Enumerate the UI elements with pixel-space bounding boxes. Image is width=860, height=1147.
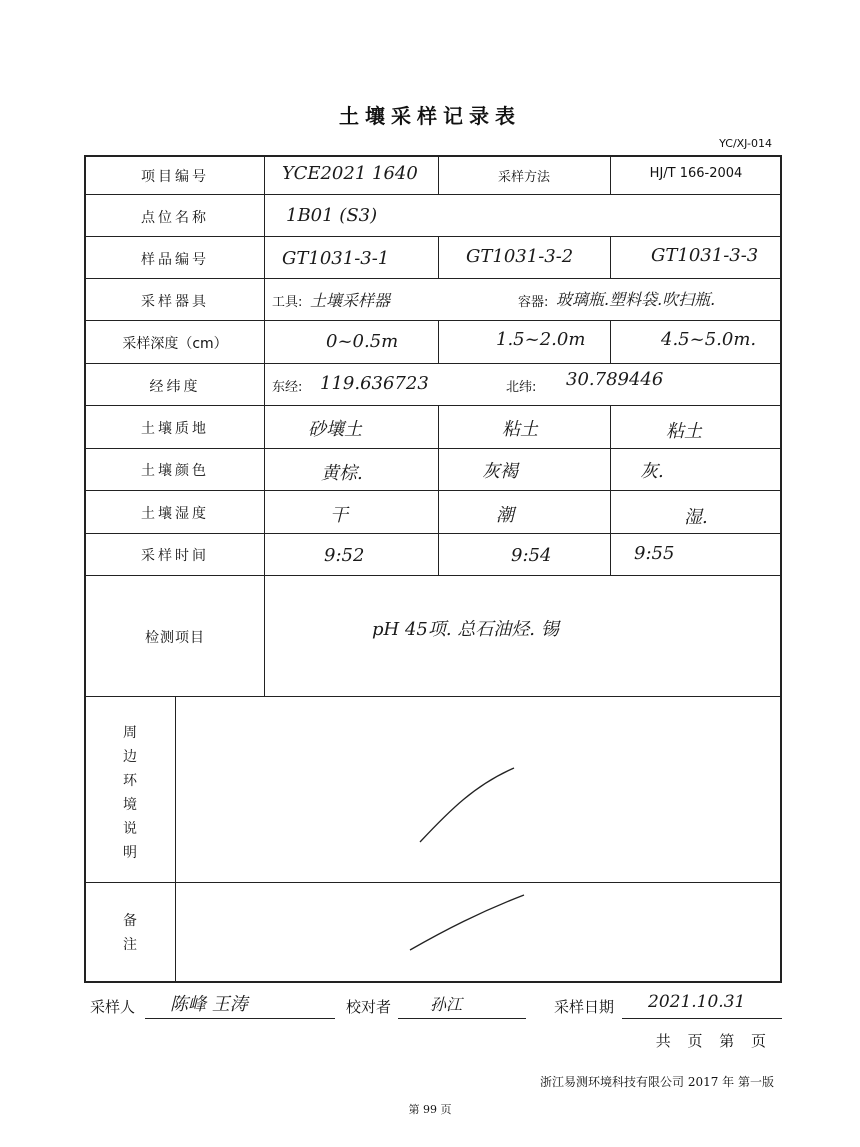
depth-1: 0~0.5m: [326, 331, 399, 352]
company-edition: 浙江易测环境科技有限公司 2017 年 第一版: [540, 1075, 774, 1089]
sampling-method-value: HJ/T 166-2004: [649, 166, 743, 181]
sampler-value: 陈峰 王涛: [170, 994, 248, 1015]
texture-1: 砂壤土: [308, 419, 362, 440]
label-texture: 土壤质地: [141, 421, 209, 437]
east-value: 119.636723: [320, 373, 429, 394]
texture-2: 粘土: [502, 419, 538, 440]
label-depth: 采样深度（cm）: [122, 336, 228, 352]
label-time: 采样时间: [141, 548, 209, 564]
project-no-value: YCE2021 1640: [282, 163, 418, 184]
checker-value: 孙江: [430, 995, 463, 1014]
sampling-method-label: 采样方法: [497, 170, 550, 185]
label-detect: 检测项目: [145, 630, 205, 646]
sample-date-label: 采样日期: [554, 998, 615, 1016]
page-number: 第 99 页: [408, 1103, 452, 1116]
page-count: 共 页 第 页: [655, 1032, 772, 1050]
label-point-name: 点位名称: [141, 210, 209, 226]
moisture-1: 干: [330, 505, 348, 526]
label-color: 土壤颜色: [141, 463, 209, 479]
time-2: 9:54: [511, 545, 552, 566]
label-project-no: 项目编号: [141, 169, 209, 185]
container-label: 容器:: [518, 295, 549, 310]
sample-date-value: 2021.10.31: [648, 992, 746, 1012]
container-value: 玻璃瓶.塑料袋.吹扫瓶.: [556, 290, 716, 309]
depth-2: 1.5~2.0m: [496, 329, 586, 350]
tool-label: 工具:: [272, 295, 303, 310]
time-3: 9:55: [634, 543, 675, 564]
point-name-value: 1B01 (S3): [286, 205, 378, 226]
color-3: 灰.: [640, 461, 664, 482]
texture-3: 粘土: [666, 421, 702, 442]
time-1: 9:52: [324, 545, 365, 566]
form-code: YC/XJ-014: [719, 137, 772, 150]
label-surroundings: 周 边 环 境 说 明: [123, 725, 137, 861]
moisture-2: 潮: [496, 505, 514, 526]
label-remarks: 备 注: [123, 913, 137, 953]
form-title: 土壤采样记录表: [339, 104, 521, 128]
color-1: 黄棕.: [321, 463, 363, 484]
sample-no-1: GT1031-3-1: [282, 248, 390, 269]
checker-label: 校对者: [346, 998, 392, 1016]
north-value: 30.789446: [566, 369, 664, 390]
label-moisture: 土壤湿度: [141, 506, 209, 522]
sample-no-2: GT1031-3-2: [466, 246, 574, 267]
moisture-3: 湿.: [684, 507, 708, 528]
detect-value: pH 45项. 总石油烃. 锡: [372, 619, 559, 640]
sampler-label: 采样人: [90, 998, 136, 1016]
tool-value: 土壤采样器: [310, 291, 391, 310]
sample-no-3: GT1031-3-3: [651, 245, 759, 266]
label-equipment: 采样器具: [141, 294, 209, 310]
signature-row: [90, 992, 790, 1022]
east-label: 东经:: [272, 380, 303, 395]
north-label: 北纬:: [506, 380, 537, 395]
depth-3: 4.5~5.0m.: [661, 329, 757, 350]
color-2: 灰褐: [482, 461, 518, 482]
label-sample-no: 样品编号: [141, 252, 209, 268]
label-coords: 经纬度: [149, 379, 201, 395]
